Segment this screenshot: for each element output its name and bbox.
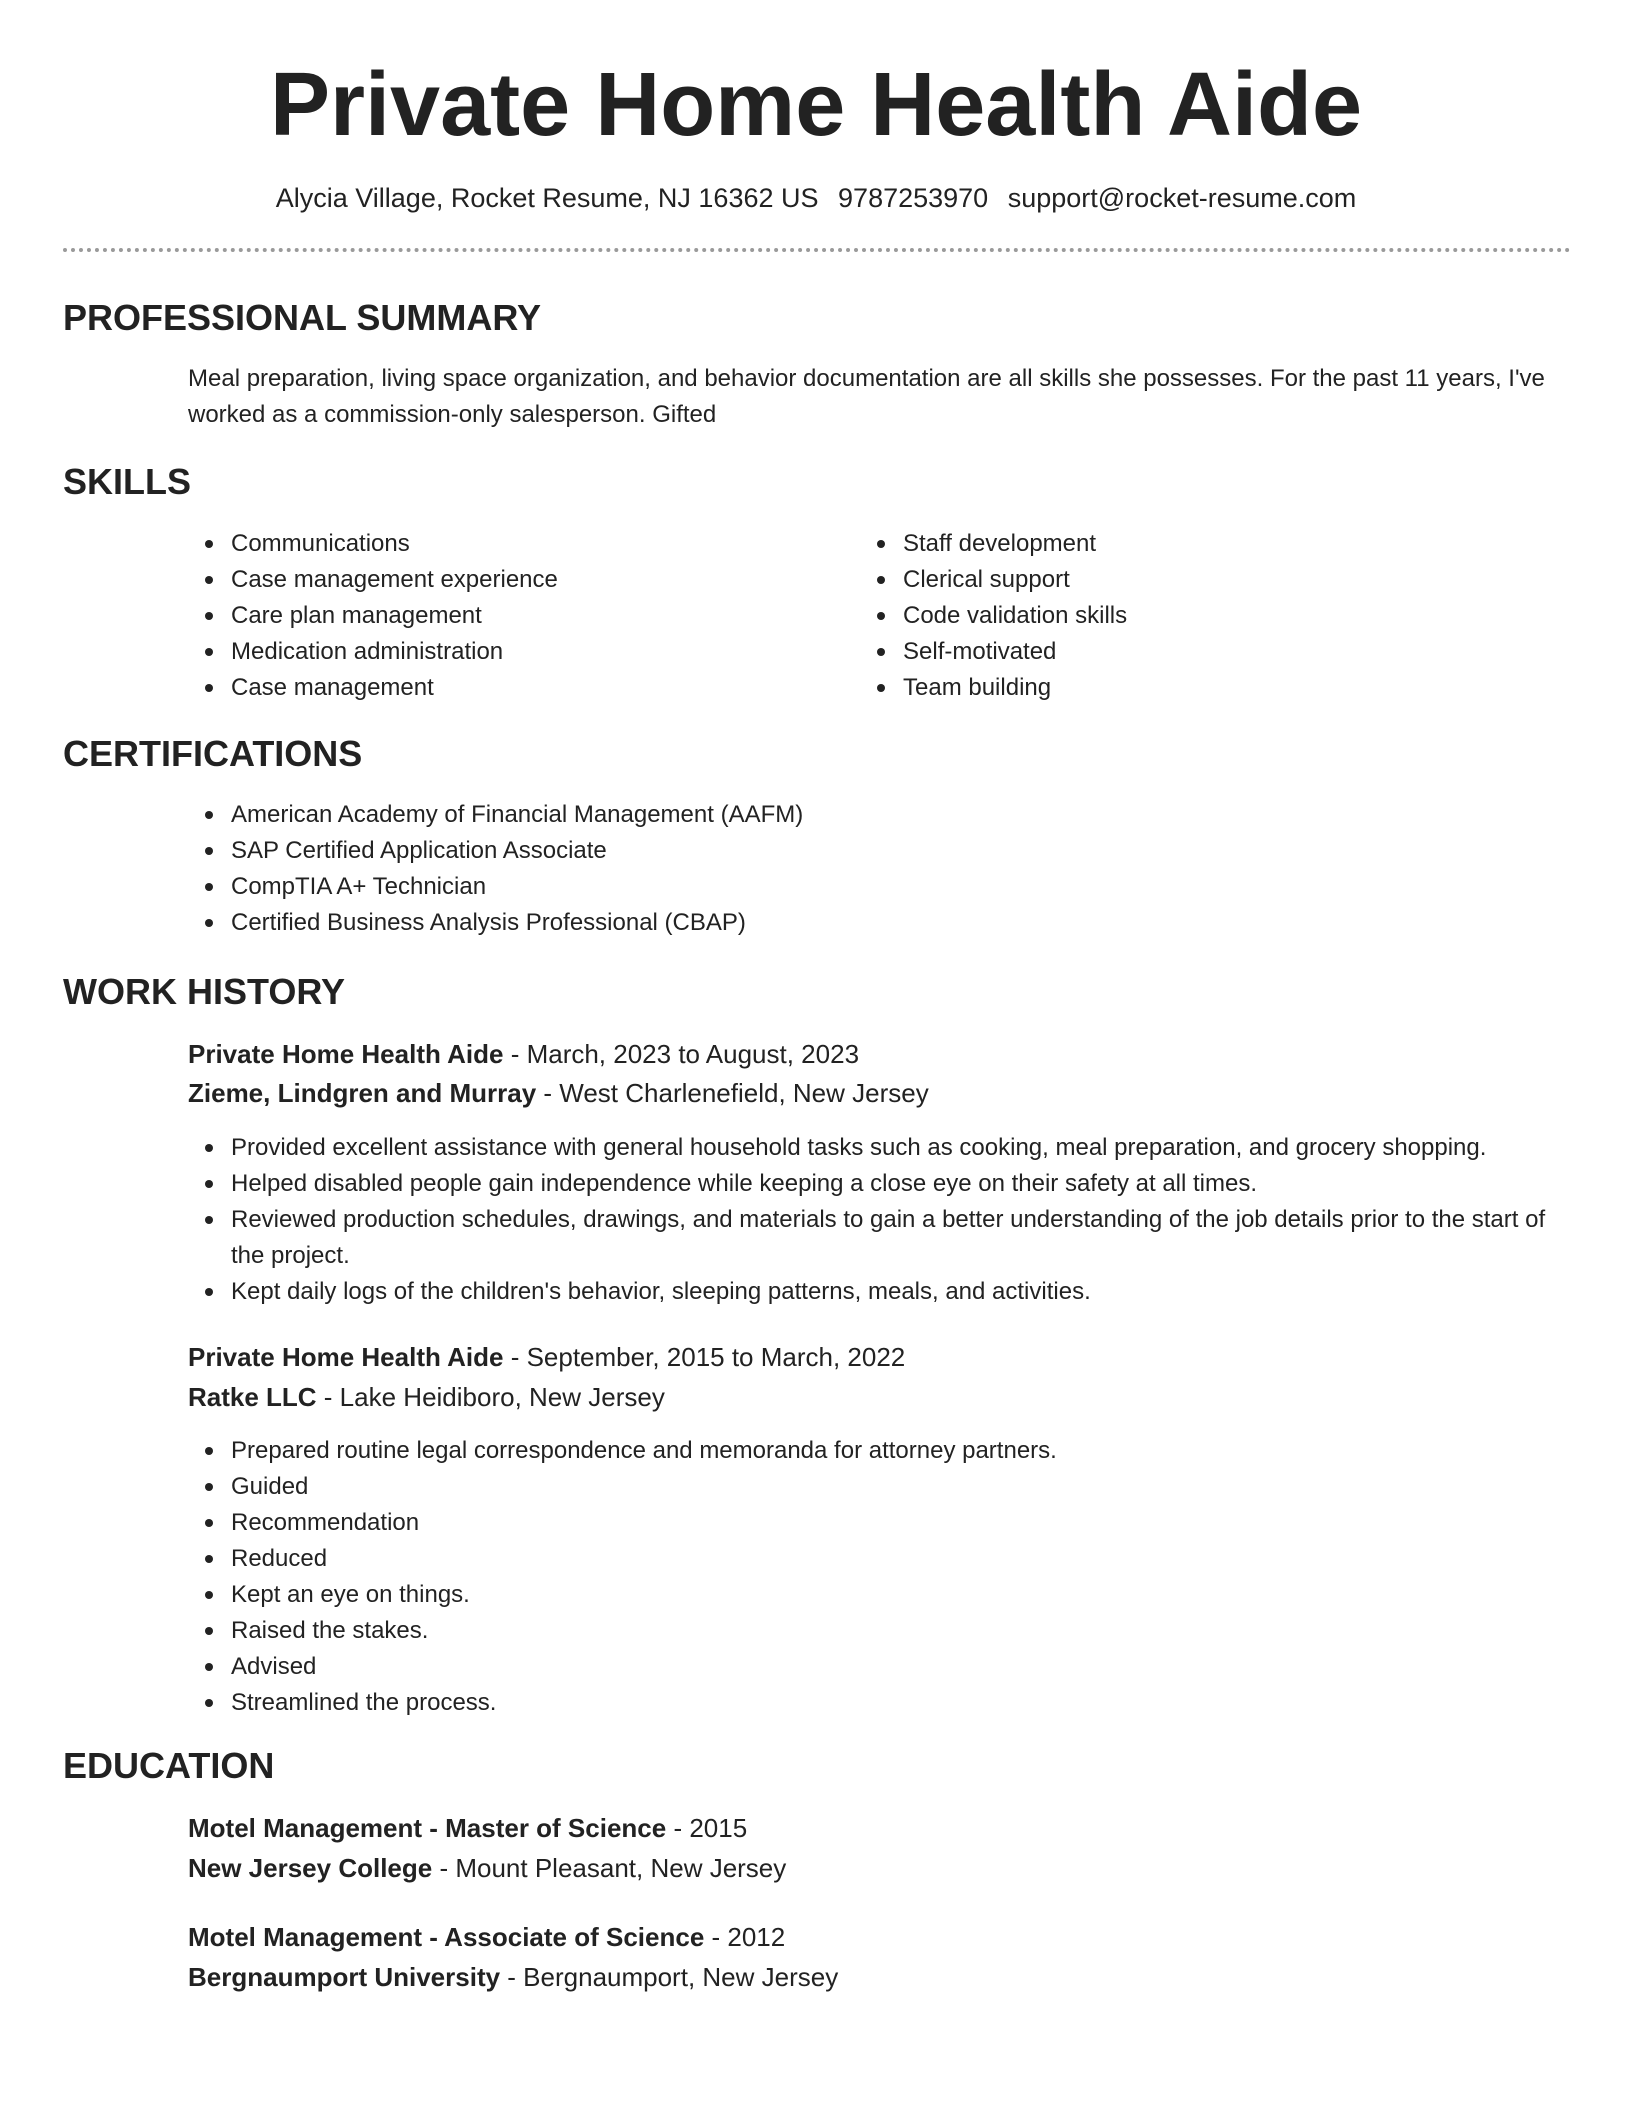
job-title-line [188, 1034, 859, 1074]
work-history-heading: WORK HISTORY [63, 971, 346, 1012]
list-item: Streamlined the process. [188, 1685, 1568, 1721]
job-location: - Lake Heidiboro, New Jersey [316, 1382, 665, 1412]
certifications-list [188, 797, 1568, 941]
contact-email: support@rocket-resume.com [1007, 183, 1357, 213]
list-item: CompTIA A+ Technician [188, 869, 1568, 905]
resume-title: Private Home Health Aide [270, 55, 1362, 155]
list-item: Kept daily logs of the children's behavior, sleeping patterns, meals, and activities. [188, 1274, 1568, 1310]
list-item: Staff development [860, 526, 1560, 562]
degree-year: - 2012 [704, 1922, 786, 1952]
degree: Motel Management - Master of Science [188, 1813, 667, 1843]
list-item: Code validation skills [860, 598, 1560, 634]
skills-list-left [188, 526, 828, 706]
school-line [188, 1848, 786, 1888]
skills-list-right [860, 526, 1560, 706]
list-item: Medication administration [188, 634, 828, 670]
job-dates: - March, 2023 to August, 2023 [503, 1039, 860, 1069]
school: Bergnaumport University [188, 1962, 501, 1992]
job-company-line [188, 1073, 929, 1113]
list-item: Prepared routine legal correspondence and memoranda for attorney partners. [188, 1433, 1568, 1469]
degree: Motel Management - Associate of Science [188, 1922, 705, 1952]
list-item: Reviewed production schedules, drawings, and materials to gain a better understanding of the job details prior to the start of the project. [188, 1202, 1568, 1274]
contact-line [0, 178, 1632, 218]
school: New Jersey College [188, 1853, 433, 1883]
education-heading: EDUCATION [63, 1745, 275, 1786]
list-item: Certified Business Analysis Professional (CBAP) [188, 905, 1568, 941]
list-item: Kept an eye on things. [188, 1577, 1568, 1613]
school-location: - Bergnaumport, New Jersey [500, 1962, 839, 1992]
list-item: Provided excellent assistance with general household tasks such as cooking, meal preparation, and grocery shopping. [188, 1130, 1568, 1166]
contact-phone: 9787253970 [838, 183, 989, 213]
skills-heading: SKILLS [63, 461, 192, 502]
list-item: Self-motivated [860, 634, 1560, 670]
job-bullets [188, 1433, 1568, 1721]
job-title: Private Home Health Aide [188, 1039, 504, 1069]
school-line [188, 1957, 838, 1997]
list-item: Clerical support [860, 562, 1560, 598]
certifications-heading: CERTIFICATIONS [63, 733, 363, 774]
job-company: Ratke LLC [188, 1382, 317, 1412]
header-divider [63, 248, 1571, 252]
degree-year: - 2015 [666, 1813, 748, 1843]
job-company: Zieme, Lindgren and Murray [188, 1078, 537, 1108]
school-location: - Mount Pleasant, New Jersey [432, 1853, 787, 1883]
job-title: Private Home Health Aide [188, 1342, 504, 1372]
summary-heading: PROFESSIONAL SUMMARY [63, 297, 542, 338]
list-item: Recommendation [188, 1505, 1568, 1541]
job-title-line [188, 1337, 905, 1377]
contact-address: Alycia Village, Rocket Resume, NJ 16362 US [275, 183, 819, 213]
list-item: Case management [188, 670, 828, 706]
job-bullets [188, 1130, 1568, 1310]
list-item: Team building [860, 670, 1560, 706]
list-item: American Academy of Financial Management (AAFM) [188, 797, 1568, 833]
list-item: SAP Certified Application Associate [188, 833, 1568, 869]
degree-line [188, 1808, 747, 1848]
list-item: Care plan management [188, 598, 828, 634]
job-location: - West Charlenefield, New Jersey [536, 1078, 929, 1108]
list-item: Communications [188, 526, 828, 562]
job-dates: - September, 2015 to March, 2022 [503, 1342, 906, 1372]
list-item: Advised [188, 1649, 1568, 1685]
degree-line [188, 1917, 785, 1957]
list-item: Reduced [188, 1541, 1568, 1577]
list-item: Helped disabled people gain independence while keeping a close eye on their safety at all times. [188, 1166, 1568, 1202]
job-company-line [188, 1377, 665, 1417]
summary-text: Meal preparation, living space organization, and behavior documentation are all skills she possesses. For the past 11 years, I've worked as a commission-only salesperson. Gifted [188, 365, 1545, 428]
list-item: Guided [188, 1469, 1568, 1505]
list-item: Case management experience [188, 562, 828, 598]
list-item: Raised the stakes. [188, 1613, 1568, 1649]
